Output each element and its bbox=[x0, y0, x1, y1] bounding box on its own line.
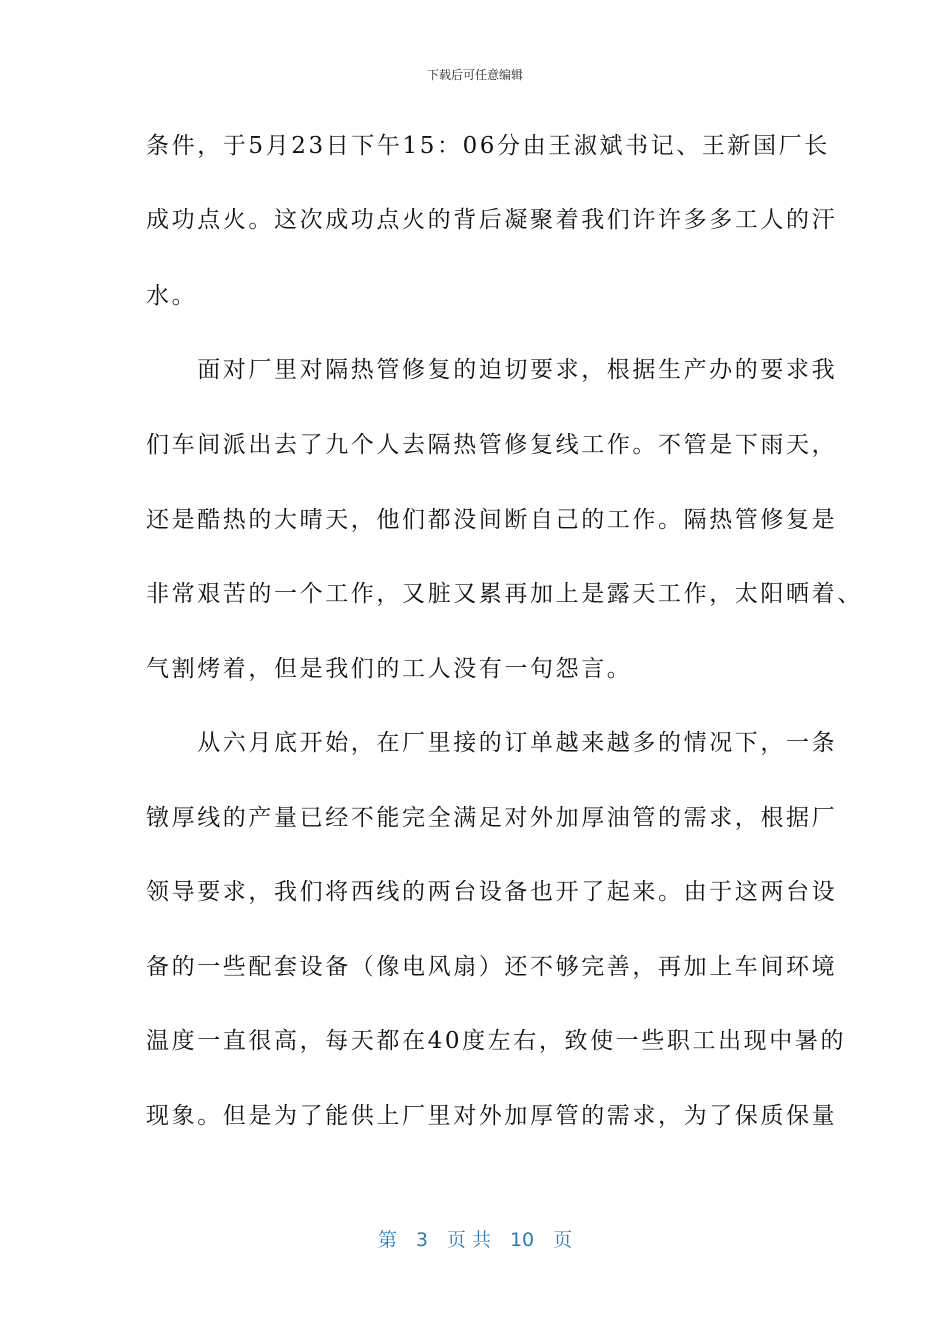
paragraph-line: 现象。但是为了能供上厂里对外加厚管的需求，为了保质保量 bbox=[146, 1103, 838, 1129]
paragraph-line: 非常艰苦的一个工作，又脏又累再加上是露天工作，太阳晒着、 bbox=[146, 581, 863, 607]
paragraph-line: 面对厂里对隔热管修复的迫切要求，根据生产办的要求我 bbox=[146, 357, 838, 383]
page-number: 第 3 页 共 10 页 bbox=[377, 1229, 573, 1251]
paragraph-line: 条件，于5月23日下午15：06分由王淑斌书记、王新国厂长 bbox=[146, 133, 830, 159]
paragraph-line: 镦厚线的产量已经不能完全满足对外加厚油管的需求，根据厂 bbox=[146, 805, 838, 831]
paragraph-line: 备的一些配套设备（像电风扇）还不够完善，再加上车间环境 bbox=[146, 954, 838, 980]
paragraph-line: 水。 bbox=[146, 283, 198, 309]
paragraph-line: 气割烤着，但是我们的工人没有一句怨言。 bbox=[146, 656, 633, 682]
page-header-note: 下载后可任意编辑 bbox=[426, 68, 523, 82]
paragraph-line: 领导要求，我们将西线的两台设备也开了起来。由于这两台设 bbox=[146, 879, 838, 905]
paragraph-line: 从六月底开始，在厂里接的订单越来越多的情况下，一条 bbox=[146, 730, 838, 756]
paragraph-line: 成功点火。这次成功点火的背后凝聚着我们许许多多工人的汗 bbox=[146, 207, 838, 233]
paragraph-line: 温度一直很高，每天都在40度左右，致使一些职工出现中暑的 bbox=[146, 1028, 847, 1054]
paragraph-line: 们车间派出去了九个人去隔热管修复线工作。不管是下雨天， bbox=[146, 432, 838, 458]
paragraph-line: 还是酷热的大晴天，他们都没间断自己的工作。隔热管修复是 bbox=[146, 507, 838, 533]
